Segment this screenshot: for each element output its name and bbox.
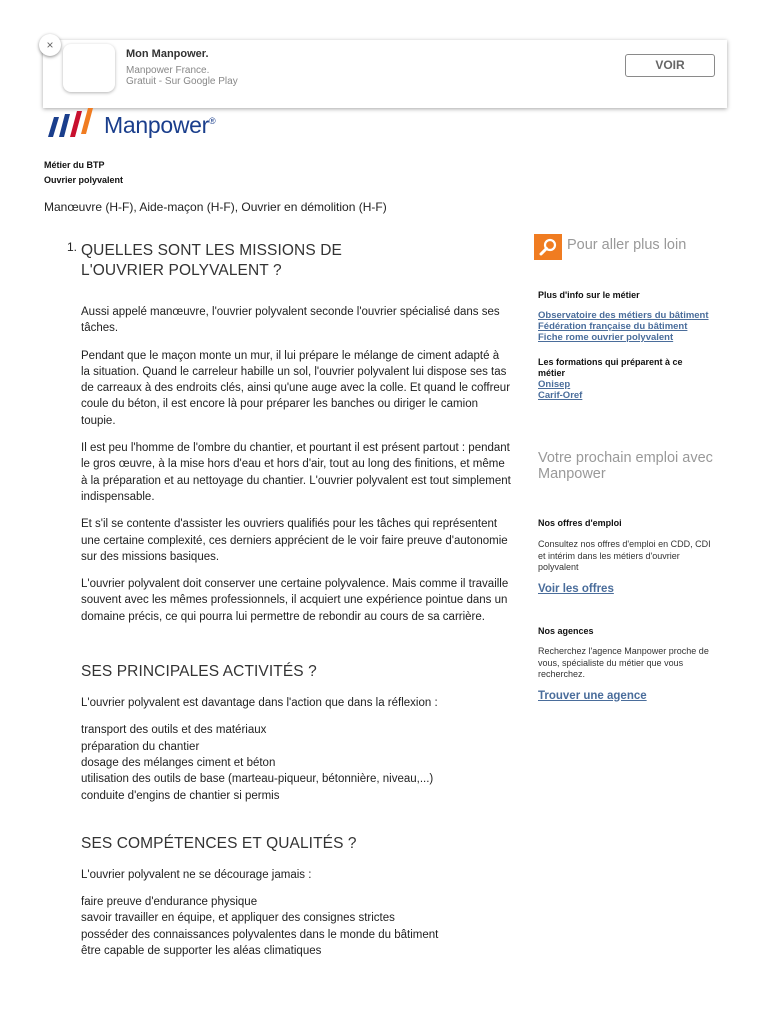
info-links [538, 310, 728, 343]
offers-section [538, 518, 728, 595]
main-content [81, 240, 511, 959]
agencies-section [538, 626, 728, 702]
more-heading: Pour aller plus loin [567, 237, 687, 253]
skills-intro: L'ouvrier polyvalent ne se décourage jamais : [81, 868, 312, 881]
list-item: utilisation des outils de base (marteau-piqueur, bétonnière, niveau,...) [81, 773, 434, 786]
app-meta [126, 65, 238, 87]
list-item: préparation du chantier [81, 740, 200, 753]
missions-paragraph: Pendant que le maçon monte un mur, il lui prépare le mélange de ciment adapté à la situation. Quand le carreleur habille un sol, l'ouvrier polyvalent lui dispose ses tas de carreaux à des endroits clés, ainsi qu'une auge avec la colle. Et quand le coffreur coule du béton, il est encore là pour préparer les banches ou diriger le camion toupie. [81, 349, 511, 427]
missions-paragraph: Il est peu l'homme de l'ombre du chantier, et pourtant il est présent partout : pendant le gros œuvre, à la mise hors d'eau et hors d'air, tout au long des finitions, et même à la préparation et au nettoyage du chantier. L'ouvrier polyvalent est tout simplement indispensable. [81, 442, 511, 503]
training-section [538, 357, 708, 401]
info-label: Plus d'info sur le métier [538, 290, 640, 300]
link-observatoire[interactable]: Observatoire des métiers du bâtiment [538, 310, 709, 321]
logo-word: Manpower [104, 111, 209, 138]
missions-paragraph: L'ouvrier polyvalent doit conserver une certaine polyvalence. Mais comme il travaille souvent avec les mêmes professionnels, il acquiert une expérience pointue dans un domaine précis, ce qui pourra lui permettre de rebondir au cours de sa carrière. [81, 578, 509, 623]
breadcrumb [44, 158, 123, 188]
skills-list [81, 894, 511, 959]
link-carif-oref[interactable]: Carif-Oref [538, 390, 583, 401]
close-icon[interactable]: × [39, 34, 61, 56]
link-ffb[interactable]: Fédération française du bâtiment [538, 321, 688, 332]
app-name: Mon Manpower. [126, 48, 209, 60]
list-item: faire preuve d'endurance physique [81, 896, 258, 909]
list-item: posséder des connaissances polyvalentes dans le monde du bâtiment [81, 928, 439, 941]
view-app-button[interactable]: VOIR [625, 54, 715, 77]
app-install-banner [43, 40, 727, 108]
list-item: dosage des mélanges ciment et béton [81, 756, 276, 769]
offers-label: Nos offres d'emploi [538, 518, 622, 528]
info-section [538, 290, 728, 343]
missions-paragraph: Aussi appelé manœuvre, l'ouvrier polyvalent seconde l'ouvrier spécialisé dans ses tâches. [81, 306, 500, 335]
skills-heading: SES COMPÉTENCES ET QUALITÉS ? [81, 834, 357, 852]
agencies-label: Nos agences [538, 626, 594, 636]
offers-text: Consultez nos offres d'emploi en CDD, CDI et intérim dans les métiers d'ouvrier polyvalent [538, 539, 711, 572]
breadcrumb-category[interactable]: Métier du BTP [44, 160, 105, 170]
find-agency-link[interactable]: Trouver une agence [538, 689, 647, 702]
list-item: transport des outils et des matériaux [81, 724, 267, 737]
missions-paragraph: Et s'il se contente d'assister les ouvriers qualifiés pour les tâches qui représentent une certaine complexité, ces derniers apprécient de le voir faire preuve d'autonomie sur des missions basiques. [81, 518, 508, 563]
logo-mark-icon [44, 108, 96, 138]
manpower-logo[interactable] [44, 107, 215, 139]
list-item: conduite d'engins de chantier si permis [81, 789, 280, 802]
list-item: savoir travailler en équipe, et appliquer des consignes strictes [81, 912, 395, 925]
activities-heading: SES PRINCIPALES ACTIVITÉS ? [81, 663, 317, 681]
registered-mark: ® [209, 115, 216, 126]
app-publisher: Manpower France. [126, 65, 210, 76]
search-button[interactable] [534, 234, 562, 260]
agencies-text: Recherchez l'agence Manpower proche de vous, spécialiste du métier que vous recherchez. [538, 646, 709, 679]
activities-list [81, 722, 511, 803]
link-onisep[interactable]: Onisep [538, 379, 571, 390]
logo-text [104, 112, 215, 139]
job-heading: Votre prochain emploi avec Manpower [538, 450, 713, 482]
job-titles: Manœuvre (H-F), Aide-maçon (H-F), Ouvrier en démolition (H-F) [44, 200, 387, 214]
view-offers-link[interactable]: Voir les offres [538, 582, 614, 595]
list-item: être capable de supporter les aléas climatiques [81, 945, 322, 958]
app-icon[interactable] [63, 44, 115, 92]
app-store-info: Gratuit - Sur Google Play [126, 76, 238, 87]
breadcrumb-job: Ouvrier polyvalent [44, 175, 124, 185]
link-fiche-rome[interactable]: Fiche rome ouvrier polyvalent [538, 332, 674, 343]
section-number: 1. [67, 240, 78, 254]
missions-heading: QUELLES SONT LES MISSIONS DE L'OUVRIER POLYVALENT ? [81, 242, 342, 279]
search-icon [538, 237, 558, 257]
activities-intro: L'ouvrier polyvalent est davantage dans l'action que dans la réflexion : [81, 697, 438, 710]
training-label: Les formations qui préparent à ce métier [538, 357, 683, 378]
